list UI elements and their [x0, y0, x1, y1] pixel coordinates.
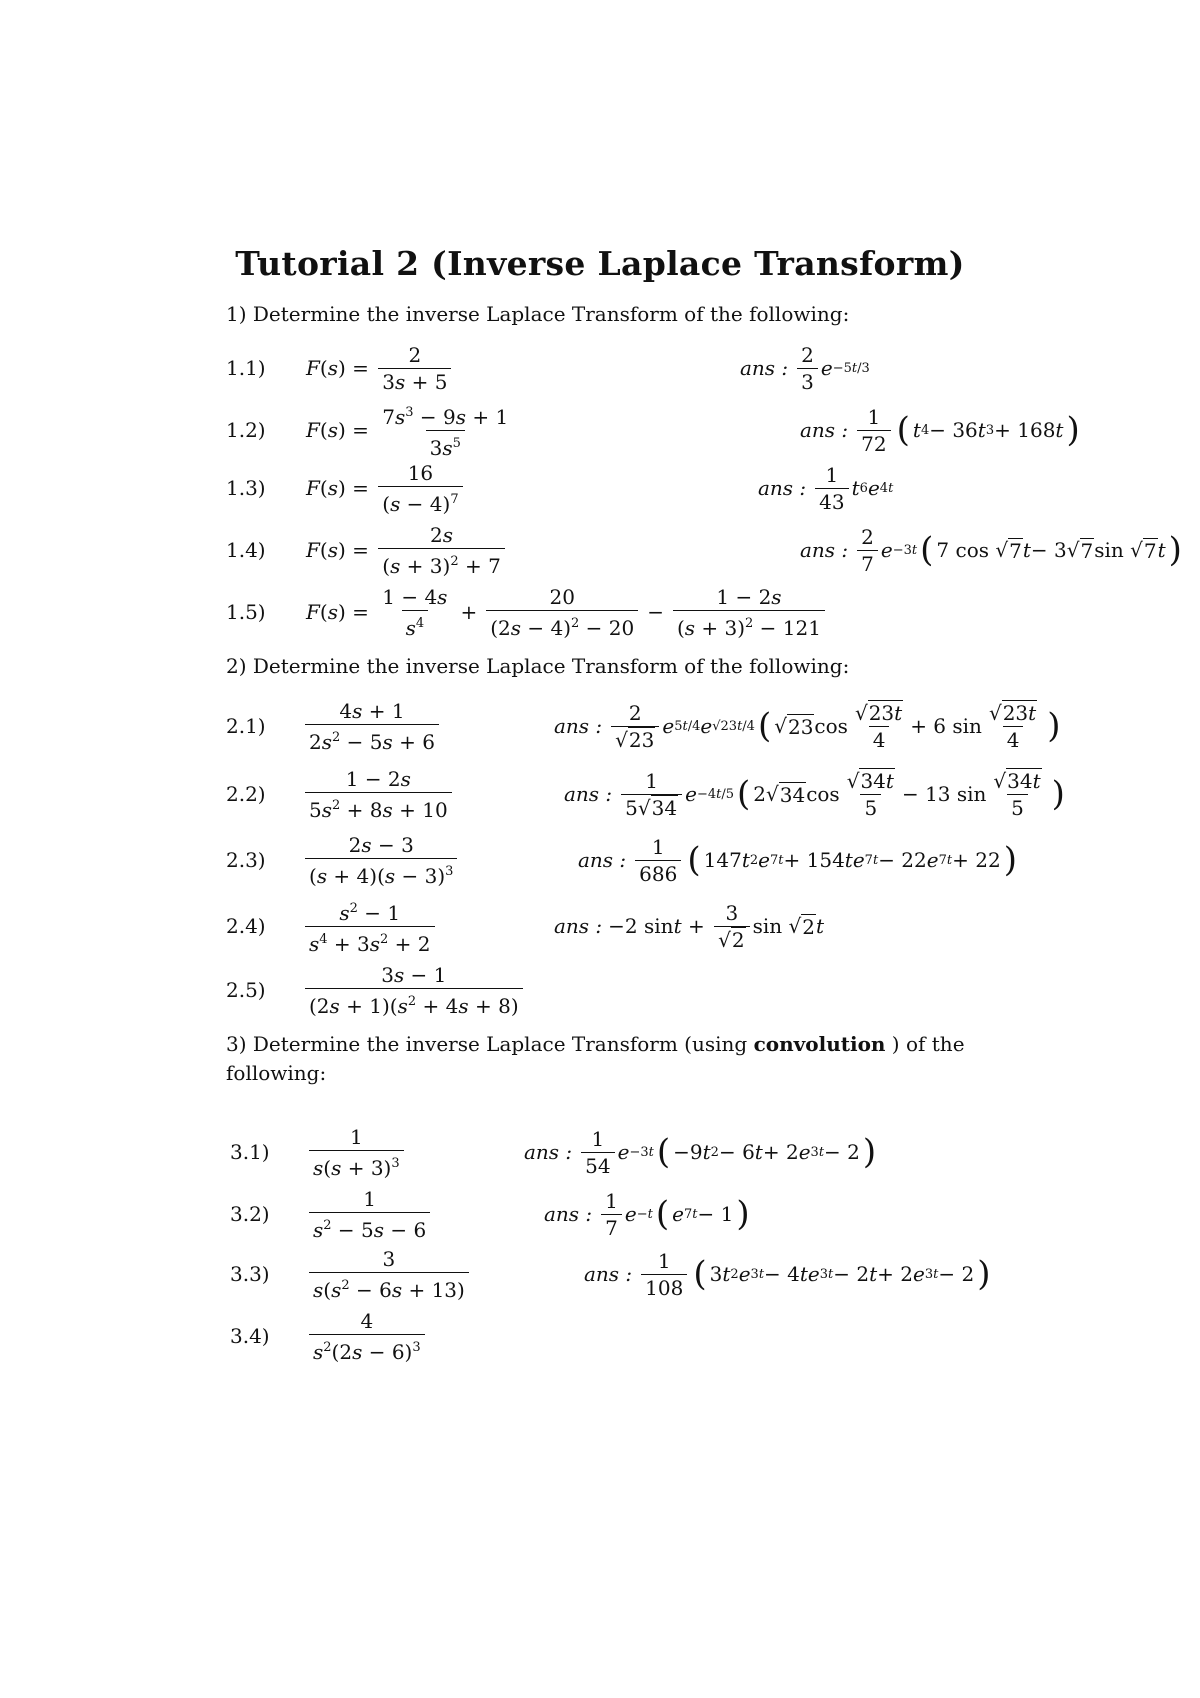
problem-expression: $\frac{1}{s^2 - 5s - 6}$	[306, 1184, 433, 1244]
answer: ans : $\frac{1}{5√34}$ e −4t/5 ( 2√ 34 cos $\frac{√34t}{5}$ − 13 sin $\frac{√34t}{5}$ )	[564, 768, 1065, 820]
answer: ans : $\frac{1}{72}$ ( t 4 − 36 t 3 + 168 t )	[800, 404, 1080, 456]
section-3-heading: 3) Determine the inverse Laplace Transform (using convolution ) of the following:	[226, 1032, 965, 1085]
problem-expression: $\frac{3s - 1}{(2s + 1)(s^2 + 4s + 8)}$	[302, 960, 526, 1020]
problem-expression: F ( s ) = $\frac{2}{3s + 5}$	[306, 338, 454, 398]
problem-label: 2.4)	[226, 914, 266, 938]
problem-label: 2.1)	[226, 714, 266, 738]
answer: ans : $\frac{2}{3}$ e −5t/3	[740, 342, 870, 394]
answer: ans : $\frac{1}{7}$ e −t ( e 7t − 1 )	[544, 1188, 750, 1240]
problem-expression: F ( s ) = $\frac{1 - 4s}{s^4}$ + $\frac{20}{(2s - 4)^2 - 20}$ − $\frac{1 - 2s}{(s + 3)^2 - 121}$	[306, 582, 828, 642]
problem-expression: $\frac{1}{s(s + 3)^3}$	[306, 1122, 407, 1182]
section-2-heading: 2) Determine the inverse Laplace Transform of the following:	[226, 654, 850, 678]
problem-label: 1.1)	[226, 356, 266, 380]
page-title: Tutorial 2 (Inverse Laplace Transform)	[235, 244, 965, 283]
problem-expression: $\frac{2s - 3}{(s + 4)(s - 3)^3}$	[302, 830, 460, 890]
problem-expression: F ( s ) = $\frac{7s^3 - 9s + 1}{3s^5}$	[306, 404, 509, 460]
answer: ans : $\frac{1}{54}$ e −3t ( −9 t 2 − 6 t + 2 e 3t − 2 )	[524, 1126, 877, 1178]
answer: ans : $\frac{1}{686}$ ( 147 t 2 e 7t + 154 te 7t − 22 e 7t + 22 )	[578, 834, 1017, 886]
problem-label: 1.4)	[226, 538, 266, 562]
problem-expression: F ( s ) = $\frac{16}{(s - 4)^7}$	[306, 458, 466, 518]
problem-label: 1.3)	[226, 476, 266, 500]
answer: ans : $\frac{1}{108}$ ( 3 t 2 e 3t − 4 te 3t − 2 t + 2 e 3t − 2 )	[584, 1248, 991, 1300]
problem-expression: F ( s ) = $\frac{2s}{(s + 3)^2 + 7}$	[306, 520, 508, 580]
problem-expression: $\frac{1 - 2s}{5s^2 + 8s + 10}$	[302, 764, 455, 824]
answer: ans : $\frac{1}{43}$ t 6 e 4t	[758, 462, 894, 514]
problem-expression: $\frac{3}{s(s^2 - 6s + 13)}$	[306, 1244, 472, 1304]
problem-label: 2.2)	[226, 782, 266, 806]
problem-label: 3.1)	[230, 1140, 270, 1164]
problem-label: 3.3)	[230, 1262, 270, 1286]
answer: ans : $\frac{2}{7}$ e −3t ( 7 cos √ 7 t − 3√ 7 sin √ 7 t )	[800, 524, 1182, 576]
answer: ans : −2 sin t + $\frac{3}{√2}$ sin √ 2 t	[554, 900, 825, 952]
problem-expression: $\frac{4s + 1}{2s^2 - 5s + 6}$	[302, 696, 442, 756]
section-1-heading: 1) Determine the inverse Laplace Transform of the following:	[226, 302, 850, 326]
answer: ans : $\frac{2}{√23}$ e 5t/4 e √23t/4 ( √ 23 cos $\frac{√23t}{4}$ + 6 sin $\frac{√23t}{4}$ )	[554, 700, 1061, 752]
problem-label: 1.2)	[226, 418, 266, 442]
problem-expression: $\frac{4}{s^2(2s - 6)^3}$	[306, 1306, 428, 1366]
problem-expression: $\frac{s^2 - 1}{s^4 + 3s^2 + 2}$	[302, 896, 438, 956]
problem-label: 1.5)	[226, 600, 266, 624]
problem-label: 3.4)	[230, 1324, 270, 1348]
problem-label: 2.3)	[226, 848, 266, 872]
problem-label: 2.5)	[226, 978, 266, 1002]
problem-label: 3.2)	[230, 1202, 270, 1226]
